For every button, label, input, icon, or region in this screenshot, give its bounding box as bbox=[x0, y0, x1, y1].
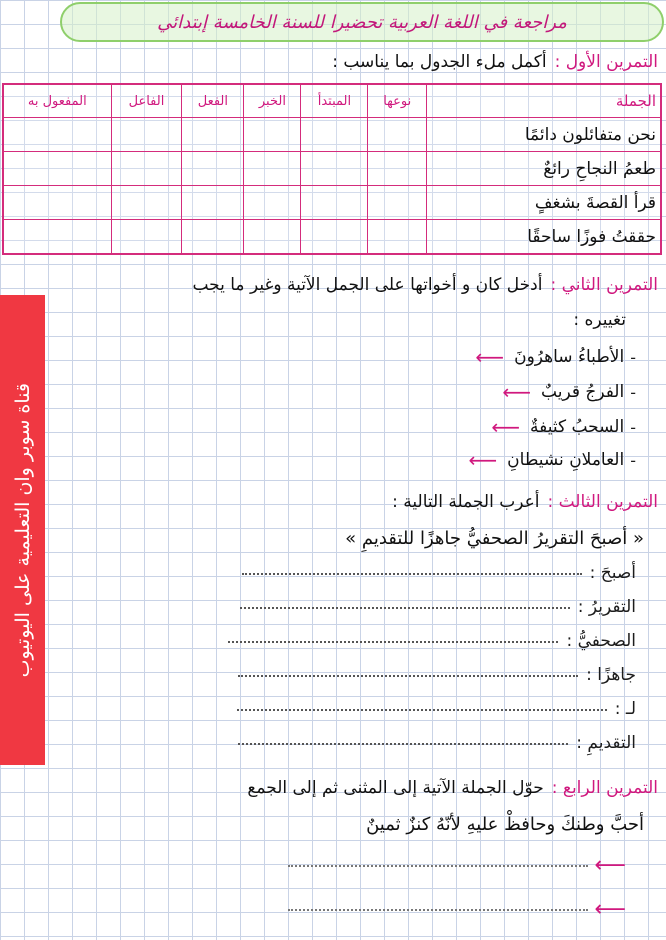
ex2-item: - السحبُ كثيفةٌ ⟵ bbox=[491, 415, 636, 439]
ex3-word-row bbox=[237, 699, 636, 719]
table-cell[interactable] bbox=[244, 220, 301, 255]
ex3-word-row bbox=[238, 665, 636, 685]
row-sentence: حققتُ فوزًا ساحقًا bbox=[427, 220, 662, 255]
ex2-item: - العاملانِ نشيطانِ ⟵ bbox=[468, 448, 636, 472]
answer-line[interactable] bbox=[238, 674, 578, 677]
table-cell[interactable] bbox=[111, 152, 182, 186]
ex4-sentence bbox=[366, 814, 644, 835]
table-cell[interactable] bbox=[3, 186, 111, 220]
ex2-item-text: السحبُ كثيفةٌ bbox=[530, 417, 625, 437]
answer-line[interactable] bbox=[240, 606, 570, 609]
ex3-word: التقريرُ : bbox=[577, 597, 636, 617]
ex2-item-text: الأطباءُ ساهرُونَ bbox=[514, 347, 625, 367]
ex2-item: - الأطباءُ ساهرُونَ ⟵ bbox=[475, 345, 636, 369]
answer-row bbox=[288, 853, 626, 878]
table-cell[interactable] bbox=[301, 186, 368, 220]
table-cell[interactable] bbox=[368, 118, 427, 152]
ex2-heading-cont bbox=[573, 310, 626, 330]
table-cell[interactable] bbox=[244, 186, 301, 220]
arrow-left-icon: ⟵ bbox=[594, 897, 626, 922]
ex3-instruction: أعرب الجملة التالية : bbox=[392, 492, 540, 512]
table-header-row bbox=[3, 84, 661, 118]
answer-line[interactable] bbox=[228, 640, 558, 643]
ex1-title: التمرين الأول : bbox=[554, 52, 658, 72]
ex3-sentence-text: « أصبحَ التقريرُ الصحفيُّ جاهزًا للتقديمِ » bbox=[345, 528, 644, 549]
col-type: نوعها bbox=[368, 84, 427, 118]
ex4-sentence-text: أحبَّ وطنكَ وحافظْ عليهِ لأنّهُ كنزٌ ثمينٌ bbox=[366, 814, 644, 835]
table-cell[interactable] bbox=[301, 118, 368, 152]
header-banner bbox=[60, 2, 664, 42]
ex3-sentence bbox=[345, 528, 644, 549]
row-sentence: قرأ القصةَ بشغفٍ bbox=[427, 186, 662, 220]
answer-row bbox=[288, 897, 626, 922]
row-sentence: طعمُ النجاحِ رائعٌ bbox=[427, 152, 662, 186]
table-cell[interactable] bbox=[111, 186, 182, 220]
arrow-left-icon: ⟵ bbox=[475, 345, 505, 369]
row-sentence: نحن متفائلون دائمًا bbox=[427, 118, 662, 152]
ex3-word: التقديمِ : bbox=[576, 733, 636, 753]
ex1-instruction: أكمل ملء الجدول بما يناسب : bbox=[332, 52, 547, 72]
table-cell[interactable] bbox=[182, 118, 244, 152]
table-cell[interactable] bbox=[3, 118, 111, 152]
table-cell[interactable] bbox=[244, 152, 301, 186]
table-cell[interactable] bbox=[3, 220, 111, 255]
col-sentence: الجملة bbox=[427, 84, 662, 118]
ex2-item: - الفرجُ قريبٌ ⟵ bbox=[502, 380, 636, 404]
col-verb: الفعل bbox=[182, 84, 244, 118]
ex1-heading bbox=[332, 52, 658, 72]
table-row bbox=[3, 220, 661, 255]
ex3-word-row bbox=[242, 563, 636, 583]
table-cell[interactable] bbox=[182, 220, 244, 255]
ex3-word-row bbox=[238, 733, 636, 753]
table-row bbox=[3, 186, 661, 220]
ex3-heading bbox=[392, 492, 658, 512]
ex3-title: التمرين الثالث : bbox=[547, 492, 658, 512]
table-cell[interactable] bbox=[111, 118, 182, 152]
table-cell[interactable] bbox=[111, 220, 182, 255]
arrow-left-icon: ⟵ bbox=[594, 853, 626, 878]
table-cell[interactable] bbox=[182, 186, 244, 220]
table-cell[interactable] bbox=[368, 220, 427, 255]
col-subject: المبتدأ bbox=[301, 84, 368, 118]
ex3-word: جاهزًا : bbox=[586, 665, 636, 685]
table-cell[interactable] bbox=[244, 118, 301, 152]
ex3-word: الصحفيُّ : bbox=[566, 631, 636, 651]
answer-line[interactable] bbox=[288, 909, 588, 911]
answer-line[interactable] bbox=[288, 865, 588, 867]
answer-line[interactable] bbox=[238, 742, 568, 745]
header-title: مراجعة في اللغة العربية تحضيرا للسنة الخامسة إبتدائي bbox=[157, 11, 567, 33]
ex2-instruction-2: تغييره : bbox=[573, 310, 626, 330]
side-channel-label bbox=[0, 295, 45, 765]
col-predicate: الخبر bbox=[244, 84, 301, 118]
ex4-heading bbox=[247, 778, 658, 798]
ex3-word: لـ : bbox=[614, 699, 636, 719]
answer-line[interactable] bbox=[237, 708, 607, 711]
table-cell[interactable] bbox=[3, 152, 111, 186]
table-row bbox=[3, 118, 661, 152]
ex2-title: التمرين الثاني : bbox=[550, 275, 658, 295]
col-doer: الفاعل bbox=[111, 84, 182, 118]
table-cell[interactable] bbox=[182, 152, 244, 186]
table-cell[interactable] bbox=[301, 220, 368, 255]
ex2-item-text: الفرجُ قريبٌ bbox=[541, 382, 625, 402]
table-cell[interactable] bbox=[368, 152, 427, 186]
ex3-word: أصبحَ : bbox=[589, 563, 636, 583]
ex2-instruction: أدخل كان و أخواتها على الجمل الآتية وغير ما يجب bbox=[192, 275, 543, 295]
side-label-text: قناة سوبر وان التعليمية على اليوتيوب bbox=[11, 382, 34, 678]
ex4-instruction: حوّل الجملة الآتية إلى المثنى ثم إلى الجمع bbox=[247, 778, 544, 798]
ex2-heading bbox=[192, 275, 658, 295]
arrow-left-icon: ⟵ bbox=[468, 448, 498, 472]
table-cell[interactable] bbox=[368, 186, 427, 220]
col-object: المفعول به bbox=[3, 84, 111, 118]
ex3-word-row bbox=[228, 631, 636, 651]
ex2-item-text: العاملانِ نشيطانِ bbox=[507, 450, 625, 470]
answer-line[interactable] bbox=[242, 572, 582, 575]
ex4-title: التمرين الرابع : bbox=[551, 778, 658, 798]
arrow-left-icon: ⟵ bbox=[491, 415, 520, 439]
arrow-left-icon: ⟵ bbox=[502, 380, 532, 404]
table-cell[interactable] bbox=[301, 152, 368, 186]
ex1-table bbox=[2, 83, 662, 255]
table-row bbox=[3, 152, 661, 186]
ex3-word-row bbox=[240, 597, 636, 617]
